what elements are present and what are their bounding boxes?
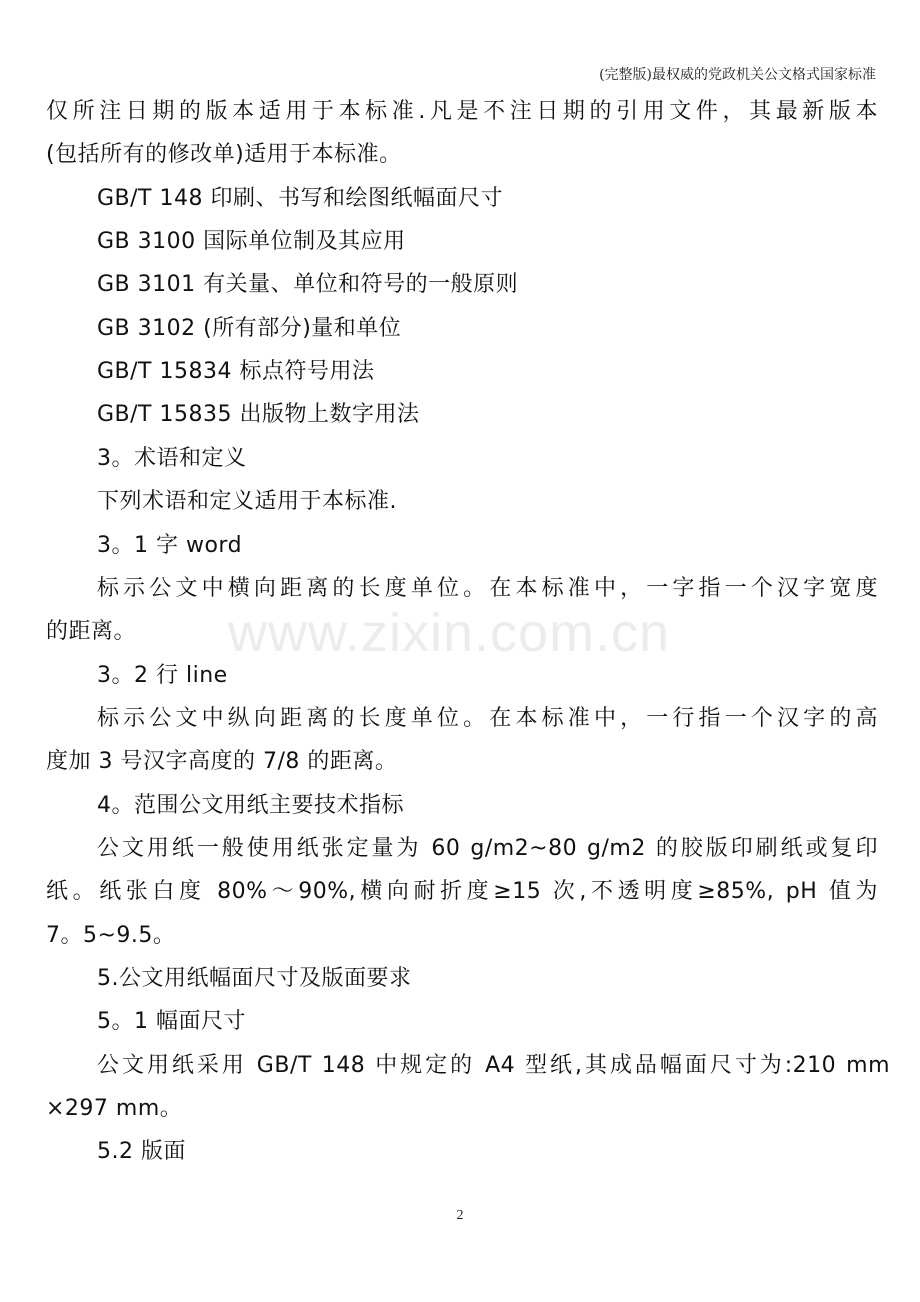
- section-heading: 4。范围公文用纸主要技术指标: [97, 793, 404, 818]
- body-line: 下列术语和定义适用于本标准.: [97, 489, 397, 514]
- running-header: (完整版)最权威的党政机关公文格式国家标准: [599, 67, 876, 83]
- body-line: 度加 3 号汉字高度的 7/8 的距离。: [46, 749, 398, 774]
- body-line: 7。5~9.5。: [46, 923, 176, 948]
- reference-item: GB 3101 有关量、单位和符号的一般原则: [97, 272, 519, 297]
- subsection-heading: 5。1 幅面尺寸: [97, 1009, 246, 1034]
- reference-item: GB/T 15834 标点符号用法: [97, 359, 375, 384]
- body-line: 的距离。: [46, 619, 137, 644]
- watermark: www.zixin.com.cn: [228, 603, 671, 663]
- section-heading: 5.公文用纸幅面尺寸及版面要求: [97, 966, 412, 991]
- body-line: 标示公文中横向距离的长度单位。在本标准中，一字指一个汉字宽度: [97, 576, 878, 601]
- reference-item: GB 3100 国际单位制及其应用: [97, 229, 406, 254]
- reference-item: GB/T 15835 出版物上数字用法: [97, 402, 420, 427]
- body-line: 仅所注日期的版本适用于本标准.凡是不注日期的引用文件，其最新版本: [46, 99, 878, 124]
- body-line: 公文用纸一般使用纸张定量为 60 g/m2~80 g/m2 的胶版印刷纸或复印: [97, 836, 878, 861]
- subsection-heading: 3。1 字 word: [97, 533, 243, 558]
- reference-item: GB 3102 (所有部分)量和单位: [97, 316, 402, 341]
- section-heading: 3。术语和定义: [97, 446, 247, 471]
- reference-item: GB/T 148 印刷、书写和绘图纸幅面尺寸: [97, 186, 503, 211]
- body-line: ×297 mm。: [46, 1096, 183, 1121]
- body-line: 公文用纸采用 GB/T 148 中规定的 A4 型纸,其成品幅面尺寸为:210 mm: [97, 1053, 890, 1078]
- subsection-heading: 3。2 行 line: [97, 663, 228, 688]
- body-line: 纸。纸张白度 80%～90%,横向耐折度≥15 次,不透明度≥85%, pH 值为: [46, 879, 878, 904]
- body-line: 标示公文中纵向距离的长度单位。在本标准中，一行指一个汉字的高: [97, 706, 878, 731]
- body-line: (包括所有的修改单)适用于本标准。: [46, 142, 402, 167]
- subsection-heading: 5.2 版面: [97, 1139, 186, 1164]
- page-number: 2: [456, 1208, 464, 1223]
